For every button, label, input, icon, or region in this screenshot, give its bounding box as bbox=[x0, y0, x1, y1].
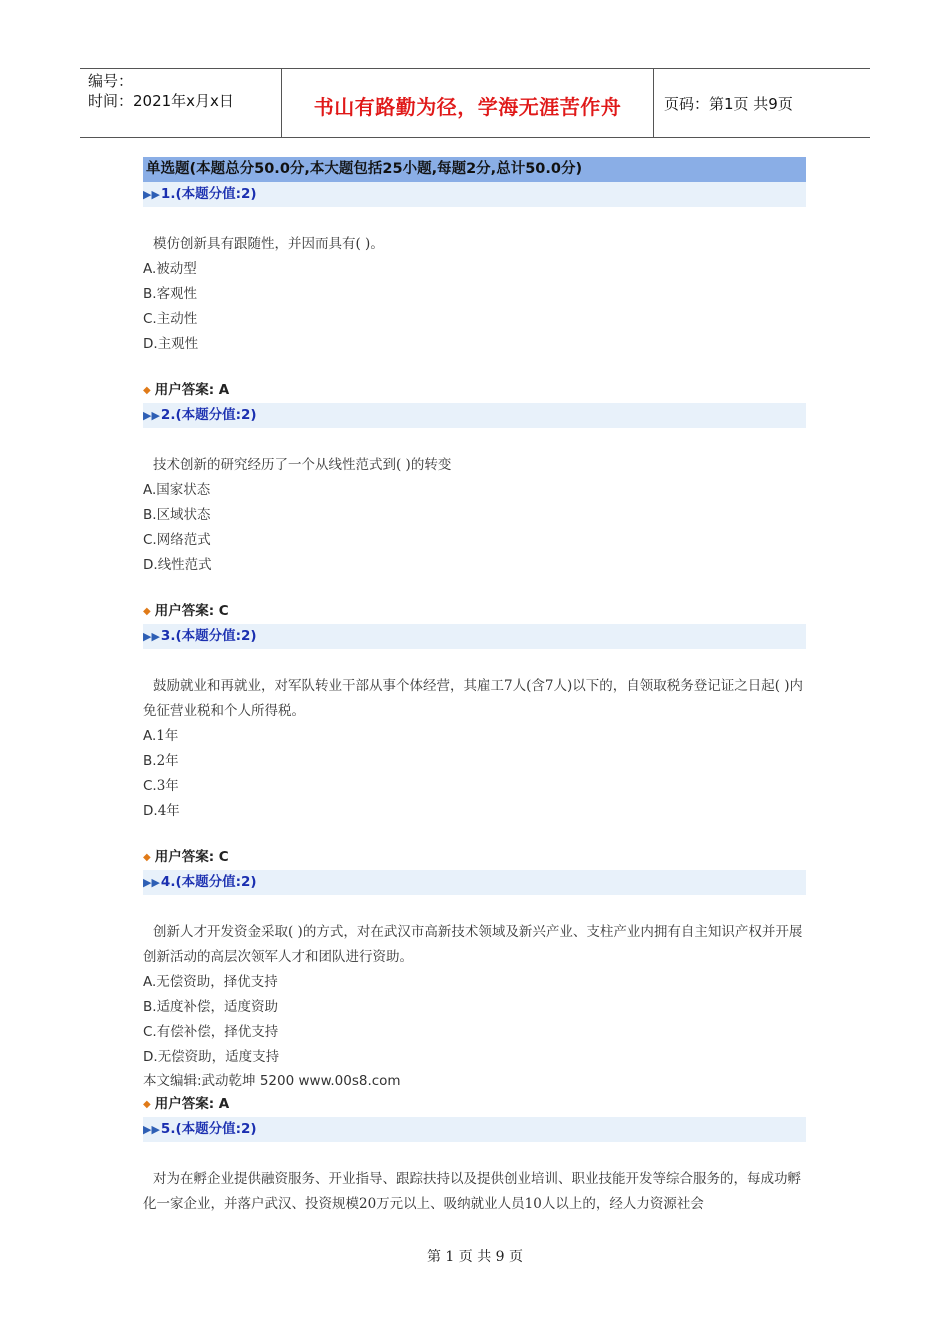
option: C.主动性 bbox=[143, 311, 198, 327]
option: D.4年 bbox=[143, 803, 180, 819]
diamond-icon: ◆ bbox=[143, 606, 151, 617]
option: B.区域状态 bbox=[143, 507, 211, 523]
arrow-icon: ▶▶ bbox=[143, 876, 160, 889]
user-answer: ◆ 用户答案: A bbox=[143, 382, 230, 398]
option: D.无偿资助，适度支持 bbox=[143, 1049, 280, 1065]
question-header bbox=[143, 182, 806, 207]
option: B.客观性 bbox=[143, 286, 198, 302]
question-title: 5.(本题分值:2) bbox=[160, 1121, 257, 1137]
header-page-label: 页码：第1页 共9页 bbox=[664, 95, 793, 113]
option: D.线性范式 bbox=[143, 557, 212, 573]
page-footer: 第 1 页 共 9 页 bbox=[426, 1249, 524, 1265]
question-title: 3.(本题分值:2) bbox=[160, 628, 257, 644]
date-label: 时间：2021年x月x日 bbox=[88, 92, 234, 110]
page-header bbox=[80, 68, 870, 138]
question-stem: 创新人才开发资金采取( )的方式，对在武汉市高新技术领域及新兴产业、支柱产业内拥有自主知识产权并开展创新活动的高层次领军人才和团队进行资助。 bbox=[143, 924, 803, 965]
question-stem: 对为在孵企业提供融资服务、开业指导、跟踪扶持以及提供创业培训、职业技能开发等综合服务的，每成功孵化一家企业，并落户武汉、投资规模20万元以上、吸纳就业人员10人以上的，经人力资源社会 bbox=[143, 1171, 801, 1212]
diamond-icon: ◆ bbox=[143, 852, 151, 863]
option: C.3年 bbox=[143, 778, 179, 794]
header-motto: 书山有路勤为径，学海无涯苦作舟 bbox=[313, 95, 622, 119]
question-stem: 鼓励就业和再就业，对军队转业干部从事个体经营，其雇工7人(含7人)以下的，自领取税务登记证之日起( )内免征营业税和个人所得税。 bbox=[143, 678, 804, 719]
question-header bbox=[143, 1117, 806, 1142]
user-answer: ◆ 用户答案: A bbox=[143, 1096, 230, 1112]
diamond-icon: ◆ bbox=[143, 1099, 151, 1110]
arrow-icon: ▶▶ bbox=[143, 188, 160, 201]
exam-content bbox=[143, 157, 806, 1217]
user-answer: ◆ 用户答案: C bbox=[143, 603, 229, 619]
question-header bbox=[143, 403, 806, 428]
question-stem: 技术创新的研究经历了一个从线性范式到( )的转变 bbox=[153, 457, 452, 473]
option: A.国家状态 bbox=[143, 482, 211, 498]
option: B.适度补偿，适度资助 bbox=[143, 999, 279, 1015]
header-divider bbox=[653, 69, 654, 137]
header-meta bbox=[88, 71, 234, 111]
section-title: 单选题(本题总分50.0分,本大题包括25小题,每题2分,总计50.0分) bbox=[143, 157, 806, 182]
option: B.2年 bbox=[143, 753, 179, 769]
question-title: 4.(本题分值:2) bbox=[160, 874, 257, 890]
option: C.网络范式 bbox=[143, 532, 211, 548]
option: A.1年 bbox=[143, 728, 179, 744]
option: C.有偿补偿，择优支持 bbox=[143, 1024, 279, 1040]
option: D.主观性 bbox=[143, 336, 199, 352]
question-title: 2.(本题分值:2) bbox=[160, 407, 257, 423]
option: A.被动型 bbox=[143, 261, 197, 277]
question-header bbox=[143, 870, 806, 895]
user-answer: ◆ 用户答案: C bbox=[143, 849, 229, 865]
question-stem: 模仿创新具有跟随性，并因而具有( )。 bbox=[153, 236, 384, 252]
question-header bbox=[143, 624, 806, 649]
number-label: 编号： bbox=[88, 72, 134, 90]
arrow-icon: ▶▶ bbox=[143, 409, 160, 422]
arrow-icon: ▶▶ bbox=[143, 630, 160, 643]
option: A.无偿资助，择优支持 bbox=[143, 974, 278, 990]
diamond-icon: ◆ bbox=[143, 385, 151, 396]
editor-note: 本文编辑:武动乾坤 5200 www.00s8.com bbox=[143, 1073, 401, 1089]
question-title: 1.(本题分值:2) bbox=[160, 186, 257, 202]
arrow-icon: ▶▶ bbox=[143, 1123, 160, 1136]
